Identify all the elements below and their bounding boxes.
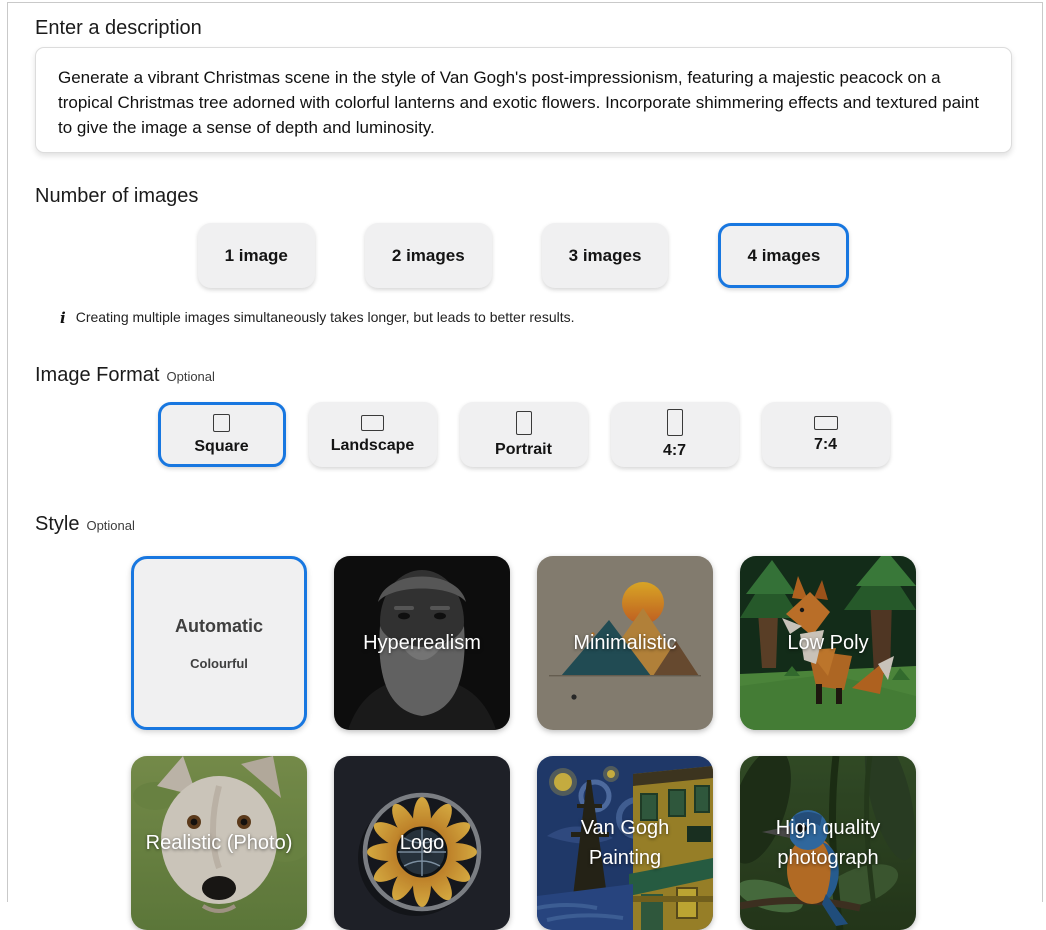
description-text: Generate a vibrant Christmas scene in the style of Van Gogh's post-impressionism, featuring a majestic peacock on a tropical Christmas tree adorned with colorful lanterns and exotic flowers. Incorporate shimmering effects and textured paint to give the image a sense of depth and luminosity. bbox=[58, 68, 979, 137]
format-landscape-button[interactable] bbox=[309, 402, 437, 467]
num-images-4-label: 4 images bbox=[747, 245, 821, 265]
ratio-7-4-icon bbox=[814, 416, 838, 430]
style-heading-text: Style bbox=[35, 513, 80, 535]
format-7-4-label: 7:4 bbox=[813, 435, 838, 453]
image-format-heading-text: Image Format bbox=[35, 364, 160, 386]
multi-image-info bbox=[60, 309, 1012, 326]
info-text: Creating multiple images simultaneously takes longer, but leads to better results. bbox=[75, 309, 575, 325]
style-automatic-label: Automatic bbox=[174, 615, 263, 636]
info-icon: i bbox=[60, 309, 66, 327]
portrait-icon bbox=[516, 411, 532, 435]
image-format-optional-label: Optional bbox=[166, 369, 215, 384]
style-low-poly-label: Low Poly bbox=[787, 632, 869, 654]
format-4-7-label: 4:7 bbox=[662, 442, 687, 459]
style-realistic-photo-label: Realistic (Photo) bbox=[145, 832, 293, 854]
number-of-images-options bbox=[35, 223, 1012, 288]
style-van-gogh-label: Van Gogh Painting bbox=[580, 817, 670, 869]
landscape-icon bbox=[361, 415, 384, 431]
num-images-3-button[interactable] bbox=[542, 223, 669, 288]
image-format-heading bbox=[35, 363, 1012, 389]
style-card-low-poly[interactable] bbox=[740, 556, 916, 730]
style-card-automatic[interactable] bbox=[131, 556, 307, 730]
format-square-label: Square bbox=[194, 437, 249, 455]
format-square-button[interactable] bbox=[158, 402, 286, 467]
style-optional-label: Optional bbox=[86, 518, 135, 533]
style-hyperrealism-label: Hyperrealism bbox=[363, 632, 481, 654]
style-card-logo[interactable] bbox=[334, 756, 510, 930]
style-card-van-gogh[interactable] bbox=[537, 756, 713, 930]
ratio-4-7-icon bbox=[667, 409, 683, 436]
format-portrait-label: Portrait bbox=[495, 440, 552, 458]
num-images-2-button[interactable] bbox=[365, 223, 492, 288]
style-card-minimalistic[interactable] bbox=[537, 556, 713, 730]
num-images-1-label: 1 image bbox=[224, 245, 288, 265]
style-heading bbox=[35, 512, 1012, 538]
format-portrait-button[interactable] bbox=[460, 402, 588, 467]
num-images-4-button[interactable] bbox=[718, 223, 849, 288]
style-logo-label: Logo bbox=[399, 832, 445, 854]
style-card-hyperrealism[interactable] bbox=[334, 556, 510, 730]
format-7-4-button[interactable] bbox=[762, 402, 890, 467]
format-landscape-label: Landscape bbox=[330, 436, 415, 454]
style-automatic-sublabel: Colourful bbox=[190, 655, 248, 671]
style-high-quality-photo-label: High quality photograph bbox=[775, 817, 881, 869]
square-icon bbox=[213, 414, 230, 432]
format-4-7-button[interactable] bbox=[611, 402, 739, 467]
number-of-images-heading: Number of images bbox=[35, 185, 199, 207]
style-minimalistic-label: Minimalistic bbox=[573, 632, 677, 654]
description-heading: Enter a description bbox=[35, 17, 202, 39]
num-images-1-button[interactable] bbox=[198, 223, 315, 288]
num-images-3-label: 3 images bbox=[568, 245, 642, 265]
image-generator-panel bbox=[7, 2, 1043, 902]
style-card-realistic-photo[interactable] bbox=[131, 756, 307, 930]
num-images-2-label: 2 images bbox=[391, 245, 465, 265]
description-input[interactable] bbox=[35, 47, 1012, 153]
style-options-grid bbox=[35, 556, 1012, 930]
image-format-options bbox=[35, 402, 1012, 467]
style-card-high-quality-photo[interactable] bbox=[740, 756, 916, 930]
